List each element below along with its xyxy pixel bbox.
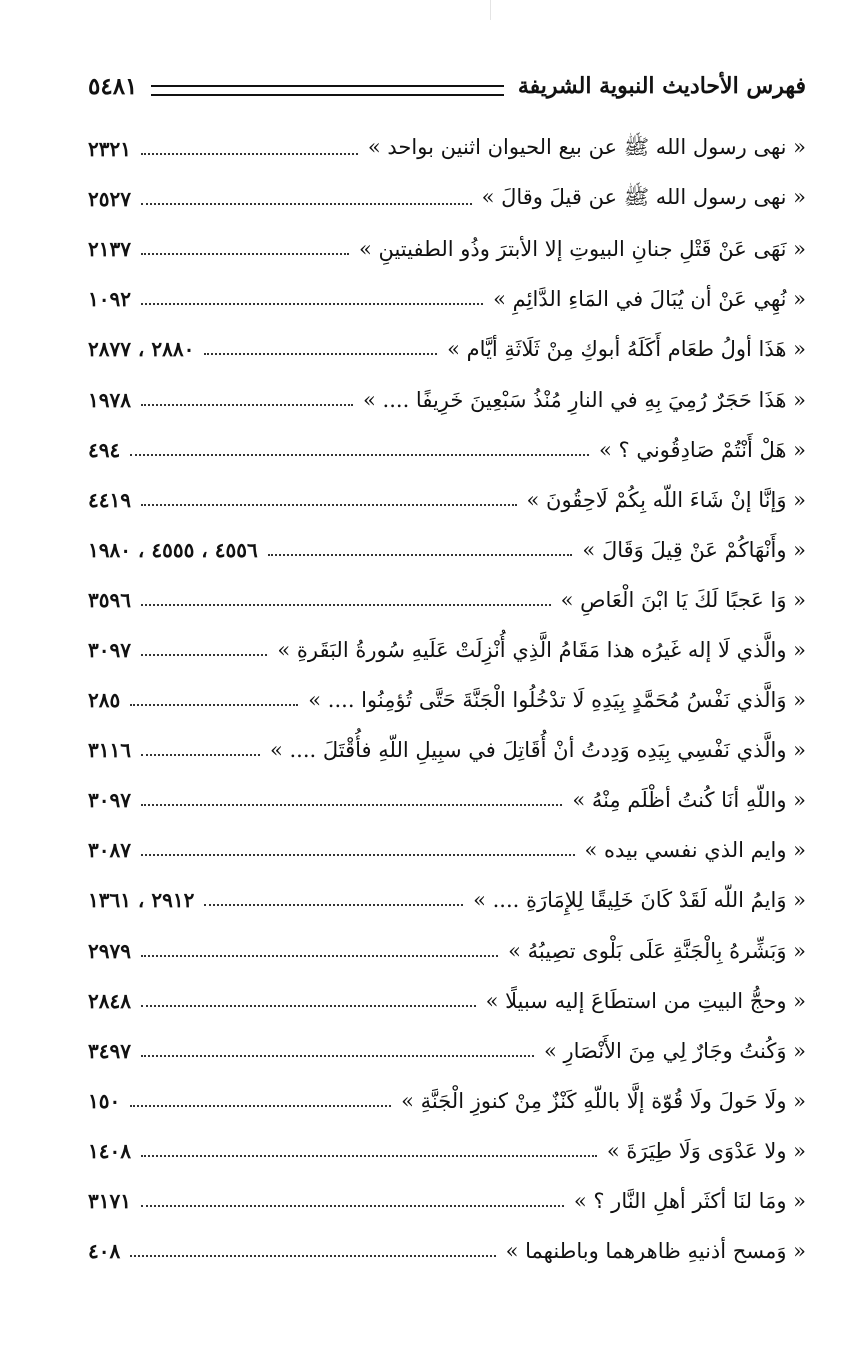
hadith-text: « نُهِي عَنْ أن يُبَالَ في المَاءِ الدَّائِمِ » [493, 287, 806, 312]
hadith-number: ١٥٠ [88, 1088, 121, 1113]
index-entry [88, 274, 806, 324]
hadith-number: ٣٤٩٧ [88, 1038, 131, 1063]
hadith-number: ٣٠٨٧ [88, 838, 131, 863]
dot-leader [141, 1005, 476, 1007]
hadith-text: « نَهَى عَنْ قَتْلِ جنانِ البيوتِ إلا الأبترَ وذُو الطفيتينِ » [358, 237, 806, 262]
hadith-text: « وَبَشِّرهُ بِالْجَنَّةِ عَلَى بَلْوى تصِيبُهُ » [508, 938, 806, 963]
hadith-number: ٤٥٥٦ ، ٤٥٥٥ ، ١٩٨٠ [88, 537, 258, 562]
hadith-text: « وَإنَّا إنْ شَاءَ اللّه بِكُمْ لَاحِقُونَ » [526, 487, 806, 512]
index-entry [88, 1126, 806, 1176]
hadith-text: « وحجُّ البيتِ من استطَاعَ إليه سبيلًا » [485, 988, 806, 1013]
dot-leader [141, 604, 551, 606]
dot-leader [204, 353, 437, 355]
index-entry [88, 1026, 806, 1076]
dot-leader [141, 203, 472, 205]
hadith-text: « هَذَا أولُ طعَام أَكَلَهُ أبوكِ مِنْ ثَلَاثَةِ أيَّام » [447, 337, 806, 362]
hadith-number: ٢١٣٧ [88, 237, 131, 262]
hadith-number: ١٠٩٢ [88, 287, 131, 312]
hadith-text: « ومَا لنَا أكثَر أهلِ النَّار ؟ » [573, 1189, 806, 1214]
hadith-number: ٢٨٥ [88, 688, 121, 713]
running-header [88, 64, 806, 108]
hadith-number: ٢٥٢٧ [88, 187, 131, 212]
hadith-number: ٢٩٧٩ [88, 938, 131, 963]
header-double-rule [151, 85, 503, 96]
dot-leader [141, 153, 358, 155]
dot-leader [141, 754, 260, 756]
index-entry [88, 575, 806, 625]
index-entry [88, 875, 806, 925]
hadith-text: « وَايمُ اللّه لَقَدْ كَانَ خَلِيقًا لِلإِمَارَةِ .... » [473, 888, 806, 913]
hadith-number: ٢٨٤٨ [88, 988, 131, 1013]
hadith-text: « هَلْ أَنْتُمْ صَادِقُوني ؟ » [598, 437, 806, 462]
index-entry [88, 324, 806, 374]
hadith-text: « وَالَّذي نَفْسُ مُحَمَّدٍ بِيَدِهِ لَا تدْخُلُوا الْجَنَّةَ حَتَّى تُؤمِنُوا .... » [308, 688, 806, 713]
hadith-number: ٤٠٨ [88, 1239, 121, 1264]
hadith-number: ٣٠٩٧ [88, 637, 131, 662]
hadith-text: « ولَا حَولَ ولَا قُوّة إلَّا باللّهِ كَنْزٌ مِنْ كنوزِ الْجَنَّةِ » [401, 1088, 806, 1113]
index-entry [88, 224, 806, 274]
hadith-text: « وَمسح أذنيهِ ظاهرهما وباطنهما » [505, 1239, 806, 1264]
hadith-text: « هَذَا حَجَرٌ رُمِيَ بِهِ في النارِ مُنْذُ سَبْعِينَ خَرِيفًا .... » [363, 387, 806, 412]
hadith-number: ٤٩٤ [88, 437, 121, 462]
index-entry [88, 425, 806, 475]
hadith-number: ٣١٧١ [88, 1189, 131, 1214]
index-entry [88, 174, 806, 224]
index-entry [88, 725, 806, 775]
index-entry [88, 525, 806, 575]
index-entry [88, 475, 806, 525]
index-entry [88, 675, 806, 725]
hadith-text: « نهى رسول الله ﷺ عن بيع الحيوان اثنين بواحد » [367, 134, 806, 159]
index-entry [88, 625, 806, 675]
margin-line [490, 0, 491, 20]
hadith-index-list [88, 124, 806, 1276]
dot-leader [130, 454, 589, 456]
header-title: فهرس الأحاديث النبوية الشريفة [517, 73, 806, 99]
dot-leader [141, 854, 575, 856]
hadith-text: « ولا عَدْوَى وَلَا طِيَرَةَ » [606, 1138, 806, 1163]
hadith-number: ٢٨٨٠ ، ٢٨٧٧ [88, 337, 195, 362]
hadith-number: ٢٣٢١ [88, 137, 131, 162]
hadith-number: ١٩٧٨ [88, 387, 131, 412]
hadith-number: ٣٥٩٦ [88, 587, 131, 612]
hadith-text: « والَّذي لَا إله غَيرُه هذا مَقَامُ الَّذِي أُنْزِلَتْ عَلَيهِ سُورةُ البَقَرةِ » [277, 637, 806, 662]
hadith-text: « والَّذي نَفْسِي بِيَدِه وَدِدتُ أنْ أُقَاتِلَ في سبِيلِ اللّهِ فأُقْتَلَ .... » [269, 738, 806, 763]
hadith-number: ١٤٠٨ [88, 1138, 131, 1163]
hadith-text: « وأَنْهَاكُمْ عَنْ قِيلَ وَقَالَ » [582, 537, 806, 562]
dot-leader [141, 404, 353, 406]
hadith-number: ٤٤١٩ [88, 487, 131, 512]
dot-leader [141, 504, 517, 506]
hadith-text: « وايم الذي نفسي بيده » [584, 838, 806, 863]
dot-leader [141, 303, 483, 305]
index-entry [88, 1226, 806, 1276]
hadith-number: ٣١١٦ [88, 738, 131, 763]
dot-leader [141, 1205, 564, 1207]
index-entry [88, 1176, 806, 1226]
hadith-number: ٢٩١٢ ، ١٣٦١ [88, 888, 195, 913]
index-entry [88, 976, 806, 1026]
dot-leader [130, 704, 298, 706]
dot-leader [268, 554, 573, 556]
dot-leader [141, 253, 349, 255]
dot-leader [141, 654, 267, 656]
index-entry [88, 124, 806, 174]
hadith-text: « نهى رسول الله ﷺ عن قيلَ وقالَ » [481, 184, 806, 209]
index-entry [88, 926, 806, 976]
dot-leader [141, 804, 562, 806]
dot-leader [204, 904, 463, 906]
hadith-number: ٣٠٩٧ [88, 788, 131, 813]
hadith-text: « وَا عَجبًا لَكَ يَا ابْنَ الْعَاصِ » [560, 587, 806, 612]
index-entry [88, 825, 806, 875]
dot-leader [130, 1255, 495, 1257]
index-entry [88, 775, 806, 825]
hadith-text: « واللّهِ أنَا كُنتُ أظْلَم مِنْهُ » [572, 788, 806, 813]
index-entry [88, 374, 806, 424]
hadith-text: « وَكُنتُ وجَارٌ لِي مِنَ الأَنْصَارِ » [543, 1038, 806, 1063]
dot-leader [130, 1105, 391, 1107]
page-number: ٥٤٨١ [88, 72, 138, 100]
dot-leader [141, 955, 498, 957]
index-entry [88, 1076, 806, 1126]
dot-leader [141, 1155, 597, 1157]
dot-leader [141, 1055, 534, 1057]
